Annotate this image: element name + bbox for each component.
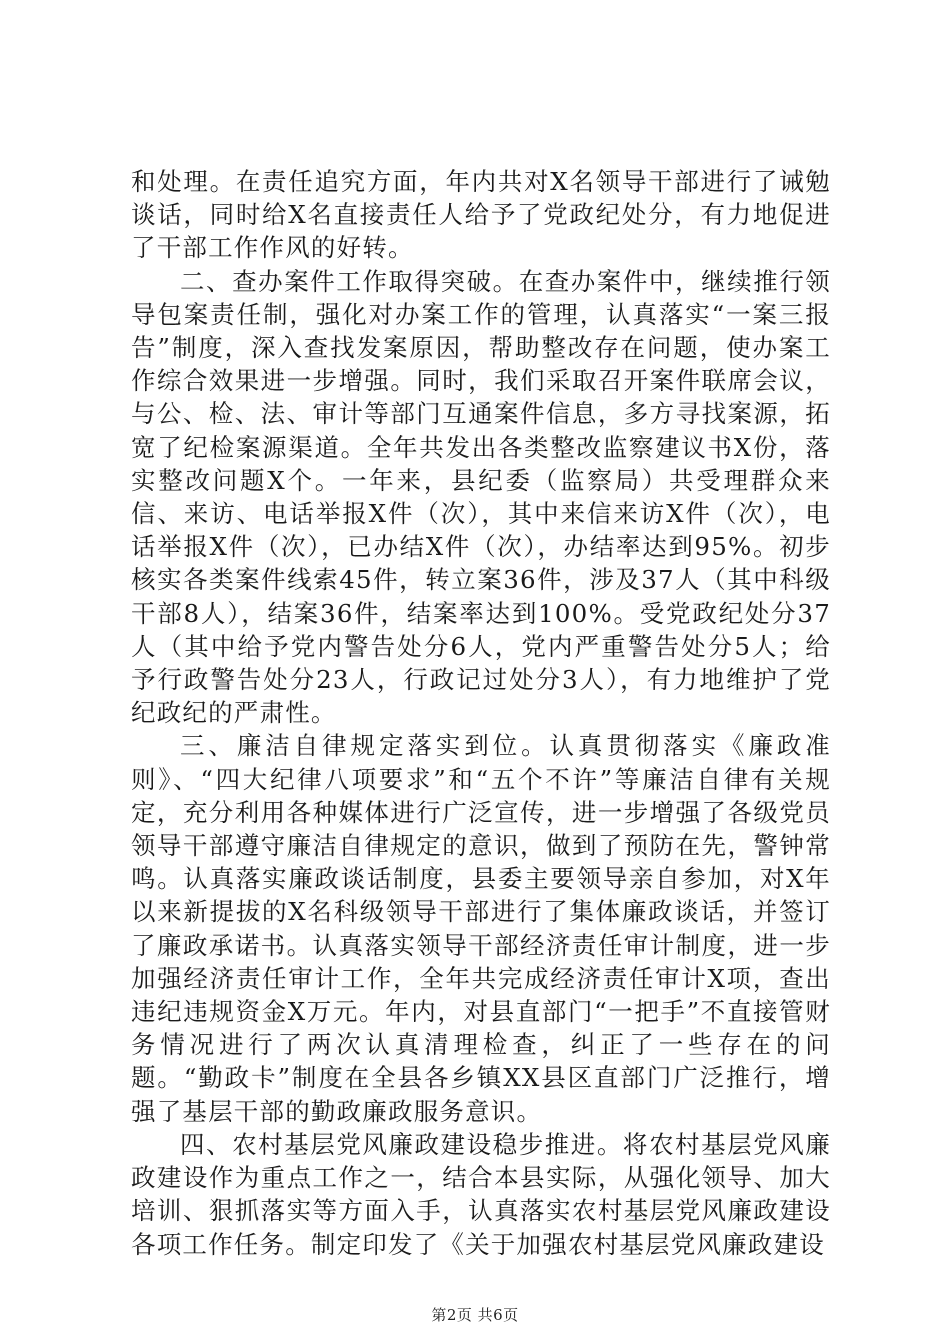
page-number-footer: 第2页 共6页	[431, 1306, 519, 1324]
paragraph-continuation: 和处理。在责任追究方面，年内共对X名领导干部进行了诫勉谈话，同时给X名直接责任人给予了党政纪处分，有力地促进了干部工作作风的好转。	[131, 167, 831, 263]
document-body	[131, 165, 831, 1261]
paragraph-case-investigation: 二、查办案件工作取得突破。在查办案件中，继续推行领导包案责任制，强化对办案工作的管理，认真落实“一案三报告”制度，深入查找发案原因，帮助整改存在问题，使办案工作综合效果进一步增强。同时，我们采取召开案件联席会议，与公、检、法、审计等部门互通案件信息，多方寻找案源，拓宽了纪检案源渠道。全年共发出各类整改监察建议书X份，落实整改问题X个。一年来，县纪委（监察局）共受理群众来信、来访、电话举报X件（次），其中来信来访X件（次），电话举报X件（次），已办结X件（次），办结率达到95%。初步核实各类案件线索45件，转立案36件，涉及37人（其中科级干部8人），结案36件，结案率达到100%。受党政纪处分37人（其中给予党内警告处分6人，党内严重警告处分5人；给予行政警告处分23人，行政记过处分3人），有力地维护了党纪政纪的严肃性。	[131, 266, 831, 728]
paragraph-self-discipline: 三、廉洁自律规定落实到位。认真贯彻落实《廉政准则》、“四大纪律八项要求”和“五个不许”等廉洁自律有关规定，充分利用各种媒体进行广泛宣传，进一步增强了各级党员领导干部遵守廉洁自律规定的意识，做到了预防在先，警钟常鸣。认真落实廉政谈话制度，县委主要领导亲自参加，对X年以来新提拔的X名科级领导干部进行了集体廉政谈话，并签订了廉政承诺书。认真落实领导干部经济责任审计制度，进一步加强经济责任审计工作，全年共完成经济责任审计X项，查出违纪违规资金X万元。年内，对县直部门“一把手”不直接管财务情况进行了两次认真清理检查，纠正了一些存在的问题。“勤政卡”制度在全县各乡镇XX县区直部门广泛推行，增强了基层干部的勤政廉政服务意识。	[131, 731, 831, 1126]
paragraph-rural-integrity: 四、农村基层党风廉政建设稳步推进。将农村基层党风廉政建设作为重点工作之一，结合本县实际，从强化领导、加大培训、狠抓落实等方面入手，认真落实农村基层党风廉政建设各项工作任务。制定印发了《关于加强农村基层党风廉政建设	[131, 1129, 831, 1259]
